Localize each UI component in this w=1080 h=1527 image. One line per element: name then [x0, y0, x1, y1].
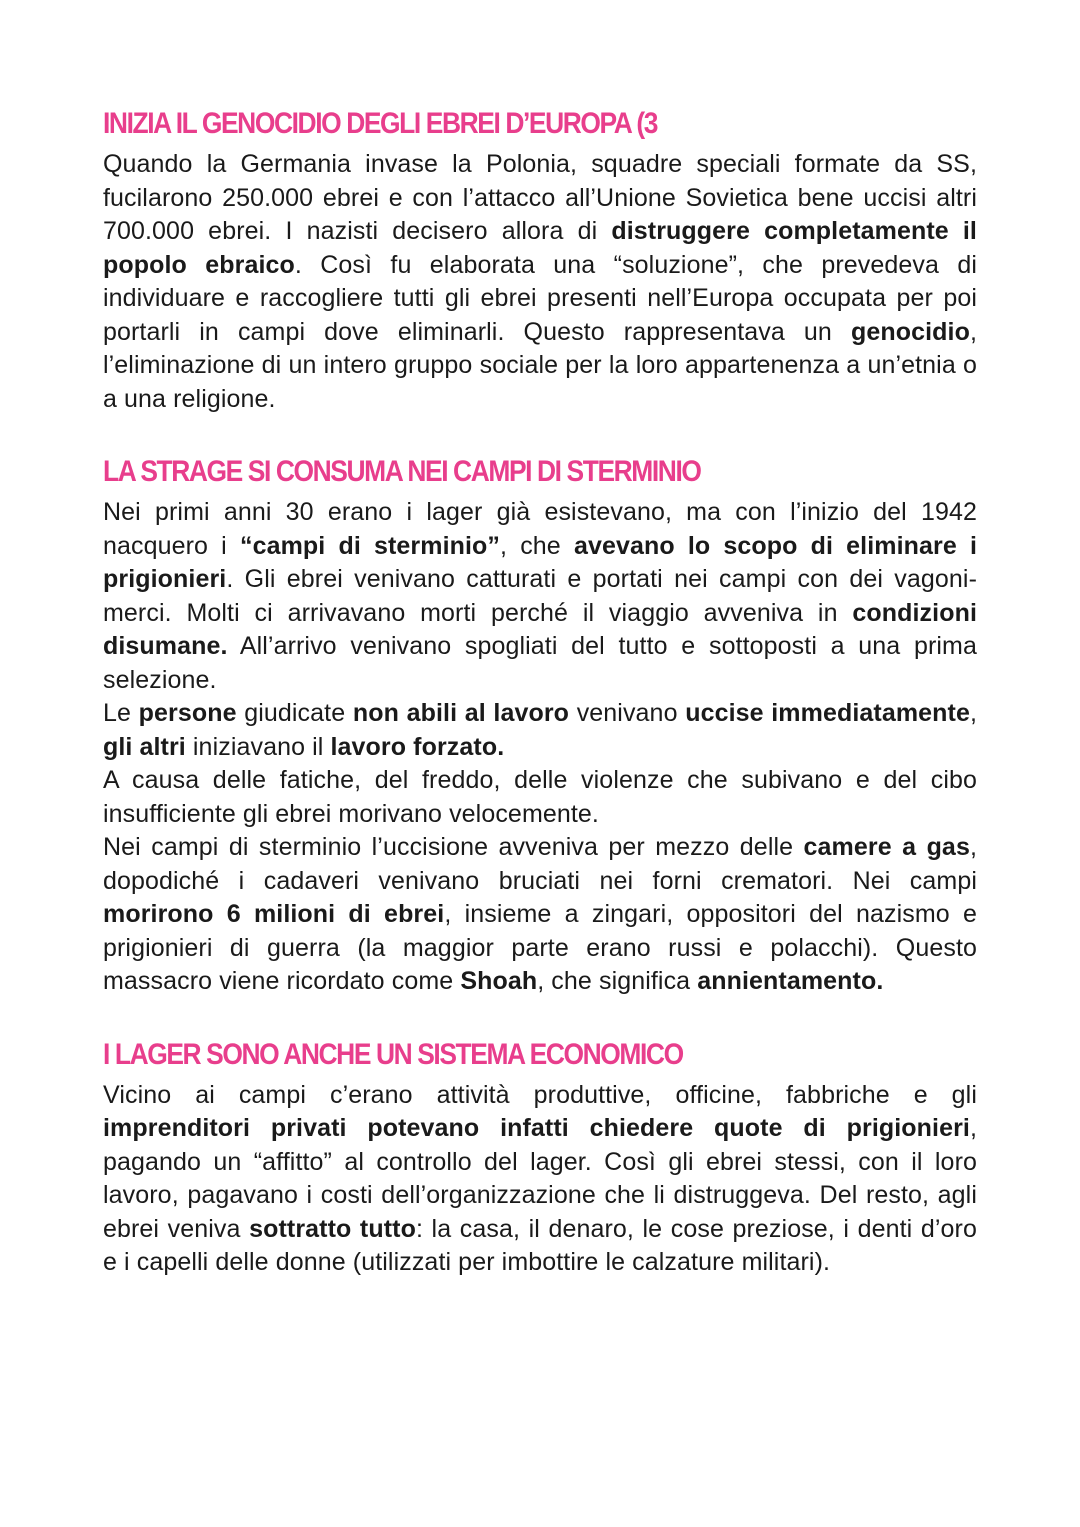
text-run: A causa delle fatiche, del freddo, delle violenze che subivano e del cibo insufficiente gli ebrei morivano velocemente.: [103, 766, 977, 828]
bold-text-run: annientamento.: [697, 967, 884, 995]
section-genocidio: [103, 104, 977, 416]
paragraph: [103, 148, 977, 416]
bold-text-run: genocidio: [850, 317, 970, 346]
text-run: iniziavano il: [185, 732, 331, 761]
bold-text-run: distruggere completamente il popolo ebraico: [103, 217, 977, 279]
text-run: , insieme a zingari, oppositori del nazismo e prigionieri di guerra (la maggior parte erano russi e polacchi). Questo massacro viene ricordato come: [103, 900, 977, 995]
bold-text-run: sottratto tutto: [249, 1214, 416, 1243]
text-run: . Così fu elaborata una “soluzione”, che prevedeva di individuare e raccogliere tutti gli ebrei presenti nell’Europa occupata per poi portarli in campi dove eliminarli. Questo rappresentava un: [103, 250, 977, 346]
text-run: Vicino ai campi c’erano attività produttive, officine, fabbriche e gli: [103, 1080, 977, 1109]
bold-text-run: Shoah: [460, 967, 538, 995]
bold-text-run: uccise immediatamente: [685, 699, 970, 727]
paragraph: [103, 496, 977, 697]
bold-text-run: gli altri: [103, 732, 186, 761]
section-campi-di-sterminio: [103, 452, 977, 999]
text-run: . Gli ebrei venivano catturati e portati nei campi con dei vagoni-merci. Molti ci arrivavano morti perché il viaggio avveniva in: [103, 565, 977, 627]
section-heading: LA STRAGE SI CONSUMA NEI CAMPI DI STERMINIO: [103, 455, 701, 488]
text-run: : la casa, il denaro, le cose preziose, i denti d’oro e i capelli delle donne (utilizzati per imbottire le calzature militari).: [103, 1214, 977, 1276]
text-run: All’arrivo venivano spogliati del tutto e sottoposti a una prima selezione.: [103, 632, 977, 694]
bold-text-run: non abili al lavoro: [352, 699, 570, 727]
bold-text-run: lavoro forzato.: [330, 732, 505, 761]
text-run: , l’eliminazione di un intero gruppo sociale per la loro appartenenza a un’etnia o a una religione.: [103, 317, 977, 413]
text-run: Nei primi anni 30 erano i lager già esistevano, ma con l’inizio del 1942 nacquero i: [103, 498, 977, 560]
bold-text-run: “campi di sterminio”: [239, 531, 501, 560]
text-run: ,: [969, 699, 978, 727]
text-run: , dopodiché i cadaveri venivano bruciati nei forni crematori. Nei campi: [103, 833, 977, 895]
text-run: Quando la Germania invase la Polonia, squadre speciali formate da SS, fucilarono 250.000 ebrei e con l’attacco all’Unione Sovietica bene uccisi altri 700.000 ebrei. I nazisti decisero allora di: [103, 150, 977, 245]
bold-text-run: condizioni disumane.: [103, 598, 977, 660]
section-heading: INIZIA IL GENOCIDIO DEGLI EBREI D’EUROPA (3: [103, 107, 658, 140]
paragraph: [103, 764, 977, 831]
document-page: [103, 104, 977, 1316]
text-run: Nei campi di sterminio l’uccisione avveniva per mezzo delle: [103, 833, 804, 861]
bold-text-run: camere a gas: [803, 833, 970, 861]
bold-text-run: avevano lo scopo di eliminare i prigionieri: [103, 531, 978, 593]
text-run: venivano: [569, 699, 686, 727]
text-run: , che: [500, 531, 574, 560]
paragraph: [103, 697, 977, 764]
paragraph: [103, 1079, 977, 1280]
text-run: giudicate: [236, 699, 353, 727]
text-run: , pagando un “affitto” al controllo del lager. Così gli ebrei stessi, con il loro lavoro, pagavano i costi dell’organizzazione che li distruggeva. Del resto, agli ebrei veniva: [103, 1114, 977, 1243]
section-sistema-economico: [103, 1035, 977, 1280]
bold-text-run: persone: [138, 699, 237, 727]
text-run: Le: [103, 699, 139, 727]
paragraph: [103, 831, 977, 999]
bold-text-run: morirono 6 milioni di ebrei: [103, 900, 445, 928]
section-heading: I LAGER SONO ANCHE UN SISTEMA ECONOMICO: [103, 1037, 683, 1071]
bold-text-run: imprenditori privati potevano infatti chiedere quote di prigionieri: [103, 1114, 970, 1142]
text-run: , che significa: [537, 967, 698, 995]
